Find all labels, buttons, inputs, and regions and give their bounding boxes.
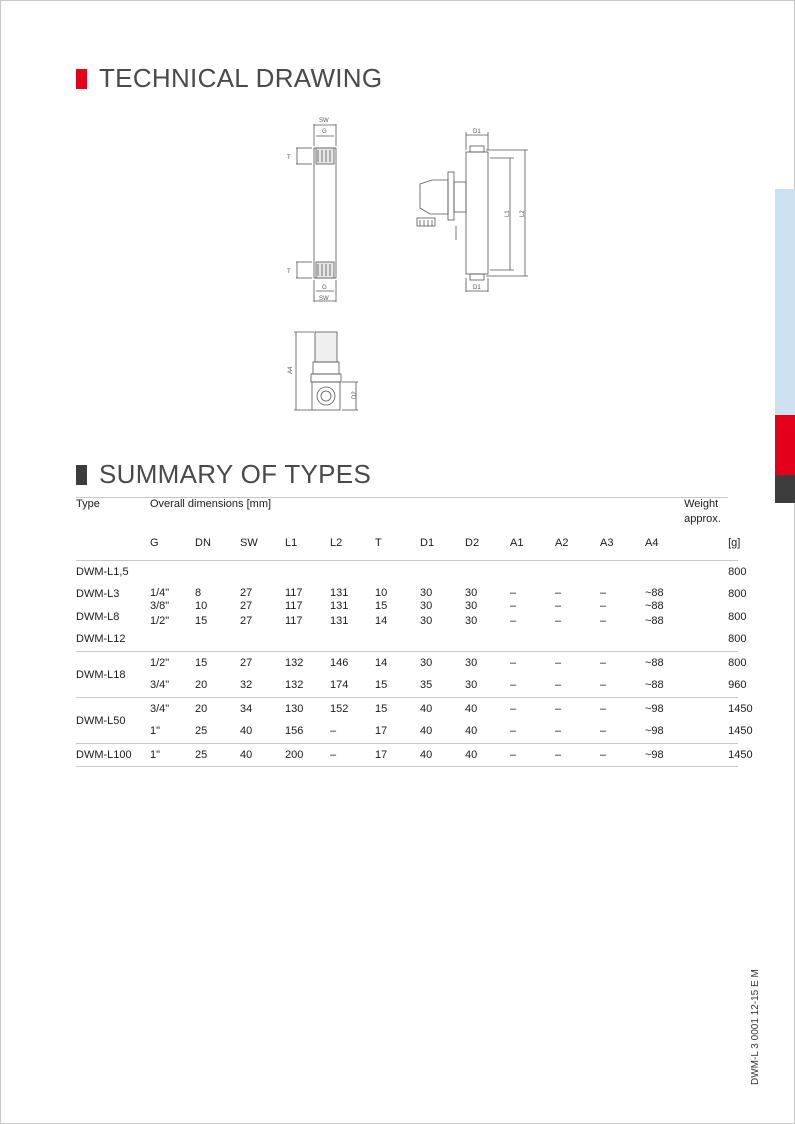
summary-of-types-heading xyxy=(76,459,371,490)
side-tab-blue xyxy=(775,189,795,415)
table-row: DWM-L50 3/4" 20 34 130 152 15 40 40 – – – ~98 1450 xyxy=(76,698,738,721)
bottom-view-labels xyxy=(288,366,358,399)
svg-text:D2: D2 xyxy=(352,391,358,399)
weight-cell: 800 xyxy=(728,566,747,578)
side-view-labels xyxy=(473,129,526,291)
svg-text:G: G xyxy=(322,129,327,135)
svg-text:T: T xyxy=(287,269,291,275)
type-cell: DWM-L18 xyxy=(76,652,150,698)
col-header: L1 xyxy=(285,537,330,561)
document-code: DWM-L 3 0001 12-15 E M xyxy=(750,969,761,1085)
weight-unit: [g] xyxy=(728,537,738,561)
dims-header: Overall dimensions [mm] xyxy=(150,498,684,538)
bottom-view xyxy=(294,332,358,410)
table-header-row xyxy=(76,498,738,538)
svg-text:T: T xyxy=(287,155,291,161)
col-header: T xyxy=(375,537,420,561)
side-view xyxy=(417,132,528,292)
side-tab-dark xyxy=(775,475,795,503)
svg-text:D1: D1 xyxy=(473,285,481,291)
svg-text:A4: A4 xyxy=(288,366,294,374)
weight-cell: 800 xyxy=(728,611,747,623)
col-header: D2 xyxy=(465,537,510,561)
table-row: DWM-L18 1/2" 15 27 132 146 14 30 30 – – – ~88 800 xyxy=(76,652,738,675)
type-cell: DWM-L100 xyxy=(76,744,150,767)
type-cell: DWM-L50 xyxy=(76,698,150,744)
col-header: G xyxy=(150,537,195,561)
col-header: A2 xyxy=(555,537,600,561)
svg-text:L1: L1 xyxy=(505,210,511,217)
front-view xyxy=(296,124,336,302)
technical-drawing xyxy=(270,110,540,415)
technical-drawing-title: TECHNICAL DRAWING xyxy=(99,63,383,93)
type-cell: DWM-L12 xyxy=(76,633,126,645)
table-row: 3/4" 20 32 132 174 15 35 30 – – – ~88 960 xyxy=(76,674,738,698)
col-header: A3 xyxy=(600,537,645,561)
table-row: 1" 25 40 156 – 17 40 40 – – – ~98 1450 xyxy=(76,720,738,744)
col-header: A1 xyxy=(510,537,555,561)
svg-text:SW: SW xyxy=(319,118,329,124)
weight-cell: 800 xyxy=(728,633,747,645)
weight-header: Weight approx. xyxy=(684,498,728,538)
table-row: DWM-L100 1" 25 40 200 – 17 40 40 – – – ~98 1450 xyxy=(76,744,738,767)
weight-cell: 800 xyxy=(728,588,747,600)
col-header: D1 xyxy=(420,537,465,561)
type-cell: DWM-L8 xyxy=(76,611,120,623)
type-cell: DWM-L3 xyxy=(76,588,120,600)
col-header: SW xyxy=(240,537,285,561)
technical-drawing-heading xyxy=(76,63,382,94)
col-header: DN xyxy=(195,537,240,561)
col-header: A4 xyxy=(645,537,684,561)
svg-text:G: G xyxy=(322,285,327,291)
svg-text:D1: D1 xyxy=(473,129,481,135)
type-cell: DWM-L1,5 xyxy=(76,566,129,578)
svg-text:SW: SW xyxy=(319,296,329,302)
type-header: Type xyxy=(76,498,150,538)
col-header: L2 xyxy=(330,537,375,561)
summary-of-types-title: SUMMARY OF TYPES xyxy=(99,459,372,489)
svg-text:L2: L2 xyxy=(520,210,526,217)
side-tab-red xyxy=(775,415,795,475)
dark-marker xyxy=(76,465,87,485)
summary-table xyxy=(76,497,753,767)
table-row: DWM-L1,5 DWM-L3 DWM-L8 DWM-L12 1/4" 3/8" 1/2" 8 10 15 27 27 27 117 117 117 131 131 131 10 15 14 30 30 30 30 30 30 – – – – – – – – – ~88 ~88 ~88 800 800 800 800 xyxy=(76,561,738,652)
red-marker xyxy=(76,69,87,89)
table-subheader-row xyxy=(76,537,738,561)
